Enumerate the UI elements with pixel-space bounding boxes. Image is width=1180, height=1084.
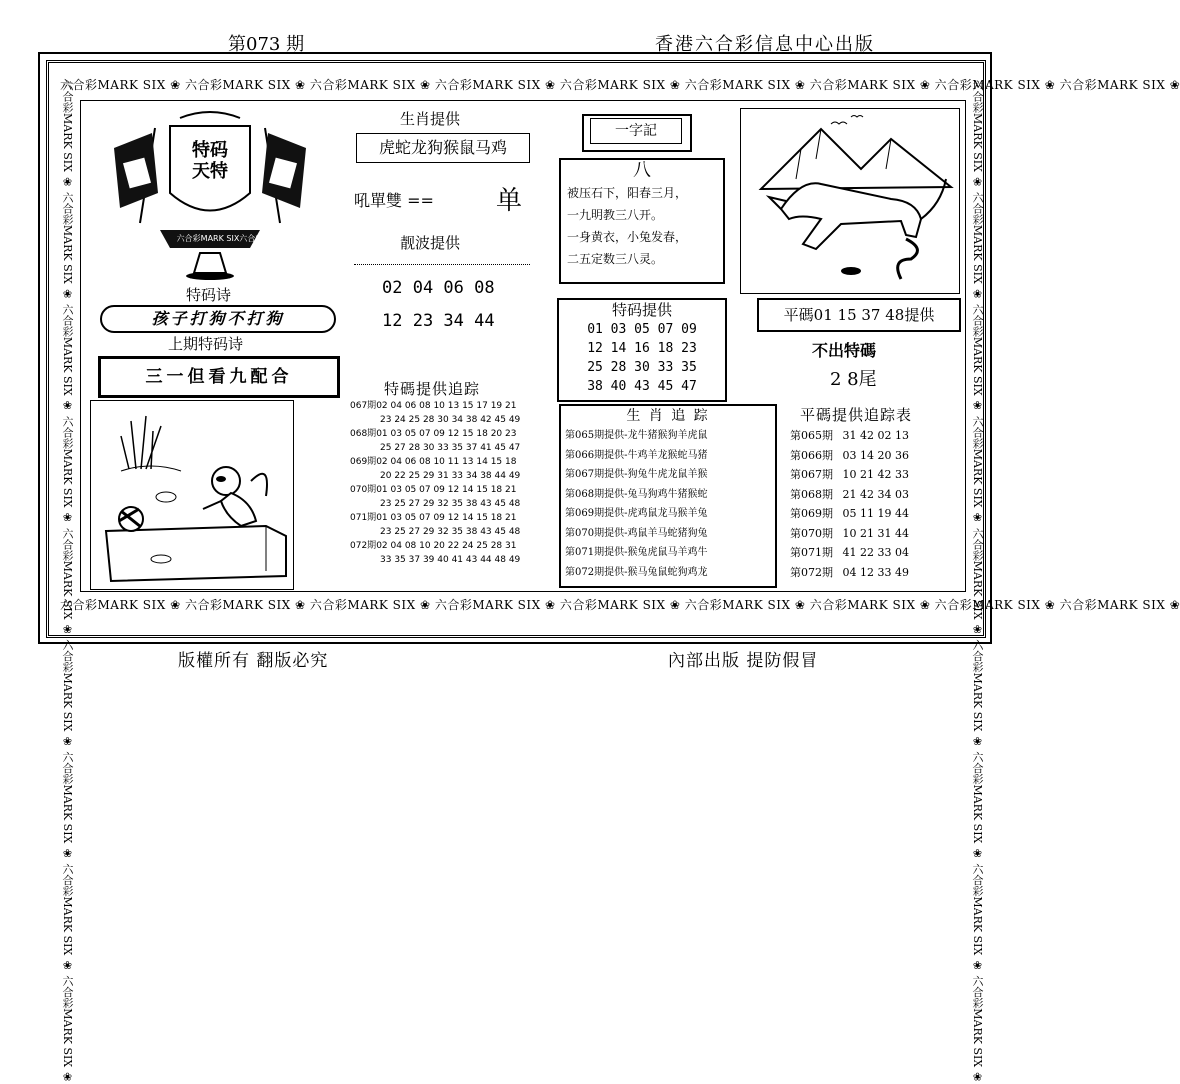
flat-track-title: 平碼提供追踪表 [800, 406, 913, 424]
flat-track-issue: 第069期 [790, 507, 833, 520]
dotted-divider [354, 264, 530, 265]
track-issue: 067期 [350, 401, 377, 411]
flat-track-nums: 21 42 34 03 [842, 487, 909, 501]
track-table [350, 400, 550, 568]
flat-track-row [790, 446, 960, 466]
flat-track-row [790, 426, 960, 446]
zodiac-track-box [559, 404, 777, 588]
zodiac-offer-animals: 虎蛇龙狗猴鼠马鸡 [356, 133, 530, 163]
track-row [350, 468, 550, 484]
poem-label: 特码诗 [186, 286, 232, 304]
flat-track-row [790, 524, 960, 544]
flat-track-row [790, 543, 960, 563]
flat-track-issue: 第065期 [790, 429, 833, 442]
track-nums-b: 33 35 37 39 40 41 43 44 48 49 [380, 555, 521, 565]
track-row [350, 512, 550, 524]
border-band-bottom: 六合彩MARK SIX ❀ 六合彩MARK SIX ❀ 六合彩MARK SIX ❀ 六合彩MARK SIX ❀ 六合彩MARK SIX ❀ 六合彩MARK SIX ❀ 六合彩MARK SIX ❀ 六合彩MARK SIX ❀ 六合彩MARK SIX ❀ [60, 598, 1180, 612]
wave-row-1: 02 04 06 08 [382, 278, 495, 298]
flat-track-nums: 41 22 33 04 [842, 546, 909, 559]
flat-track-nums: 31 42 02 13 [842, 429, 909, 442]
flat-track-row [790, 465, 960, 485]
publisher-name: 香港六合彩信息中心出版 [655, 34, 875, 55]
track-nums-a: 01 03 05 07 09 12 15 18 20 23 [376, 429, 517, 439]
tail-number: 2 8尾 [830, 369, 877, 390]
zodiac-track-row: 第065期提供-龙牛猪猴狗羊虎鼠 [565, 430, 708, 441]
flat-track-issue: 第066期 [790, 448, 833, 462]
prev-poem-text: 三一但看九配合 [98, 356, 340, 398]
zodiac-track-row: 第067期提供-狗兔牛虎龙鼠羊猴 [565, 469, 708, 480]
track-nums-b: 20 22 25 29 31 33 34 38 44 49 [380, 471, 521, 481]
internal-publication-notice: 內部出版 提防假冒 [668, 651, 819, 671]
wave-row-2: 12 23 34 44 [382, 311, 495, 331]
zodiac-track-row: 第066期提供-牛鸡羊龙猴蛇马猪 [565, 449, 708, 461]
special-offer-title: 特码提供 [611, 301, 672, 319]
zodiac-offer-label: 生肖提供 [400, 110, 461, 128]
zodiac-track-row: 第071期提供-猴兔虎鼠马羊鸡牛 [565, 547, 708, 558]
child-ball-illustration [90, 400, 294, 590]
track-row [350, 540, 550, 552]
single-word-line-3: 一身黄衣，小兔发春， [567, 230, 688, 244]
emblem-banner: 六合彩MARK SIX六合彩 [176, 234, 264, 243]
special-offer-row-1: 01 03 05 07 09 [587, 322, 697, 337]
track-title: 特碼提供追踪 [384, 380, 481, 398]
zodiac-track-title: 生 肖 追 踪 [626, 408, 710, 424]
flat-track-nums: 10 21 31 44 [842, 526, 909, 540]
track-row [350, 400, 550, 412]
single-word-title: 一字記 [590, 118, 682, 144]
track-row [350, 496, 550, 512]
track-nums-a: 02 04 06 08 10 11 13 14 15 18 [376, 457, 517, 467]
track-nums-b: 23 25 27 29 32 35 38 43 45 48 [380, 499, 521, 509]
flat-track-issue: 第071期 [790, 546, 833, 559]
flat-track-row [790, 504, 960, 524]
track-nums-b: 23 25 27 29 32 35 38 43 45 48 [380, 527, 521, 537]
track-nums-a: 02 04 06 08 10 13 15 17 19 21 [376, 401, 517, 411]
single-word-line-1: 被压石下，阳春三月， [567, 186, 688, 200]
issue-number: 第073 期 [228, 34, 305, 55]
track-issue: 070期 [350, 485, 377, 495]
poem-text: 孩子打狗不打狗 [100, 305, 336, 333]
special-offer-row-3: 25 28 30 33 35 [587, 360, 697, 375]
zodiac-track-row: 第072期提供-猴马兔鼠蛇狗鸡龙 [565, 566, 708, 578]
flat-track-row [790, 485, 960, 505]
emblem-title: 特码天特 [192, 140, 228, 182]
track-nums-a: 01 03 05 07 09 12 14 15 18 21 [376, 485, 517, 495]
track-issue: 072期 [350, 541, 377, 551]
zodiac-track-row: 第069期提供-虎鸡鼠龙马猴羊兔 [565, 508, 708, 519]
special-offer-box [557, 298, 727, 402]
prev-poem-label: 上期特码诗 [168, 335, 244, 353]
single-word-line-2: 一九明教三八开。 [567, 208, 664, 222]
flat-track-nums: 10 21 42 33 [842, 468, 909, 481]
track-row [350, 456, 550, 468]
flat-track-nums: 04 12 33 49 [842, 565, 909, 579]
single-word-char: 八 [633, 160, 651, 181]
border-band-left: 六合彩MARK SIX ❀ 六合彩MARK SIX ❀ 六合彩MARK SIX ❀ 六合彩MARK SIX ❀ 六合彩MARK SIX ❀ 六合彩MARK SIX ❀ 六合彩MARK SIX ❀ 六合彩MARK SIX ❀ 六合彩MARK SIX ❀ [61, 80, 74, 1084]
track-issue: 068期 [350, 429, 377, 439]
odd-even-label: 吼單雙 == [354, 191, 434, 210]
track-row [350, 552, 550, 568]
odd-even-value: 单 [496, 186, 523, 216]
track-nums-a: 01 03 05 07 09 12 14 15 18 21 [376, 513, 517, 523]
zodiac-track-row: 第070期提供-鸡鼠羊马蛇猪狗兔 [565, 527, 708, 539]
track-nums-b: 23 24 25 28 30 34 38 42 45 49 [380, 415, 521, 425]
zodiac-track-row: 第068期提供-兔马狗鸡牛猪猴蛇 [565, 488, 708, 500]
flat-track-issue: 第068期 [790, 487, 833, 501]
flat-track-table [790, 426, 960, 582]
flat-track-issue: 第067期 [790, 468, 833, 481]
emblem-illustration [100, 108, 320, 283]
single-word-box [559, 158, 725, 284]
flat-track-issue: 第070期 [790, 526, 833, 540]
track-row [350, 524, 550, 540]
no-special-label: 不出特碼 [812, 341, 877, 360]
flat-track-nums: 03 14 20 36 [842, 448, 909, 462]
track-issue: 069期 [350, 457, 377, 467]
horse-illustration [740, 108, 960, 294]
flat-track-issue: 第072期 [790, 565, 833, 579]
track-row [350, 428, 550, 440]
track-nums-b: 25 27 28 30 33 35 37 41 45 47 [380, 443, 521, 453]
flat-code-offer: 平碼01 15 37 48提供 [757, 298, 961, 332]
special-offer-row-2: 12 14 16 18 23 [587, 341, 697, 356]
wave-label: 靓波提供 [400, 234, 461, 252]
track-issue: 071期 [350, 513, 377, 523]
track-row [350, 412, 550, 428]
track-row [350, 440, 550, 456]
copyright-notice: 版權所有 翻版必究 [178, 651, 329, 671]
single-word-line-4: 二五定数三八灵。 [567, 252, 664, 266]
track-row [350, 484, 550, 496]
flat-track-nums: 05 11 19 44 [842, 507, 909, 520]
border-band-top: 六合彩MARK SIX ❀ 六合彩MARK SIX ❀ 六合彩MARK SIX ❀ 六合彩MARK SIX ❀ 六合彩MARK SIX ❀ 六合彩MARK SIX ❀ 六合彩MARK SIX ❀ 六合彩MARK SIX ❀ 六合彩MARK SIX ❀ [60, 78, 1180, 92]
border-band-right: 六合彩MARK SIX ❀ 六合彩MARK SIX ❀ 六合彩MARK SIX ❀ 六合彩MARK SIX ❀ 六合彩MARK SIX ❀ 六合彩MARK SIX ❀ 六合彩MARK SIX ❀ 六合彩MARK SIX ❀ 六合彩MARK SIX ❀ [971, 80, 984, 1084]
special-offer-row-4: 38 40 43 45 47 [587, 379, 697, 394]
flat-track-row [790, 563, 960, 583]
track-nums-a: 02 04 08 10 20 22 24 25 28 31 [376, 541, 517, 551]
